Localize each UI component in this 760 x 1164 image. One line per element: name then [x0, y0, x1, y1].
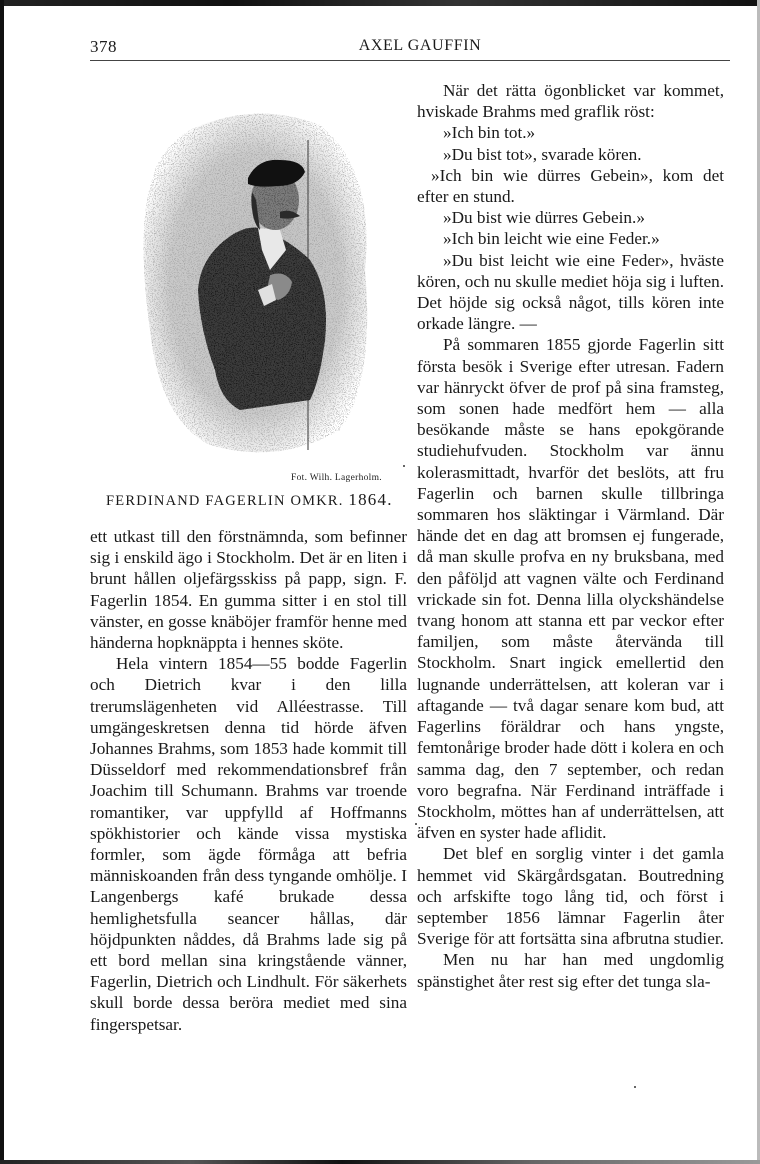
right-text-column — [417, 80, 724, 992]
figure-caption-year: 1864. — [348, 490, 393, 509]
paragraph: Det blef en sorglig vinter i det gamla hemmet vid Skärgårdsgatan. Boutredning och arfskifte togo lång tid, och först i september 1856 lämnar Fagerlin åter Sverige för att fortsätta sina afbrutna studier. — [417, 844, 724, 949]
dialogue-line: »Ich bin wie dürres Gebein», kom det efter en stund. — [417, 165, 724, 207]
paragraph: Hela vintern 1854—55 bodde Fagerlin och Dietrich kvar i den lilla trerumslägenheten vid Alléestrasse. Till umgängeskretsen denna tid hörde äfven Johannes Brahms, som 1853 hade kommit till Düsseldorf med rekommendationsbref från Joachim till Schumann. Brahms var troende romantiker, var uppfylld af Hoffmanns spökhistorier och kände vissa mystiska formler, som ägde förmåga att befria människoanden från dess tyngande omhölje. I Langenbergs kafé brukade dessa hemlighetsfulla seancer hållas, där höjdpunkten nåddes, då Brahms lade sig på ett bord mellan sina kringstående vänner, Fagerlin, Dietrich och Lindhult. För säkerhets skull borde dessa beröra mediet med sina fingerspetsar. — [90, 654, 407, 1034]
dialogue-line: »Du bist tot», svarade kören. — [443, 144, 642, 164]
dialogue-line: »Ich bin tot.» — [443, 123, 536, 143]
scan-border-left — [0, 0, 4, 1164]
figure-caption-text: FERDINAND FAGERLIN OMKR. — [106, 493, 344, 509]
scan-border-bottom — [0, 1160, 760, 1164]
paragraph: När det rätta ögonblicket var kommet, hviskade Brahms med graflik röst: — [417, 81, 724, 122]
portrait-figure — [100, 100, 400, 520]
page-number: 378 — [90, 37, 117, 56]
scan-speck — [403, 465, 405, 467]
running-title: AXEL GAUFFIN — [358, 37, 482, 54]
scan-speck — [634, 1086, 636, 1088]
figure-caption — [106, 490, 393, 510]
dialogue-line: »Ich bin leicht wie eine Feder.» — [443, 229, 660, 249]
left-text-column — [90, 526, 407, 1035]
scan-border-top — [0, 0, 760, 6]
paragraph: »Du bist leicht wie eine Feder», hväste kören, och nu skulle mediet höja sig i luften. Det höjde sig också något, tills kören inte orkade längre. — — [417, 250, 724, 334]
photo-credit: Fot. Wilh. Lagerholm. — [291, 473, 382, 483]
paragraph: ett utkast till den förstnämnda, som befinner sig i enskild ägo i Stockholm. Det är en liten i brunt hållen oljefärgsskiss på papp, sign. F. Fagerlin 1854. En gumma sitter i en stol till vänster, en gosse knäböjer framför henne med händerna hopknäppta i hennes sköte. — [90, 527, 407, 653]
dialogue-line: »Du bist wie dürres Gebein.» — [443, 208, 645, 228]
running-head — [90, 34, 730, 61]
portrait-photo — [130, 100, 380, 465]
paragraph: På sommaren 1855 gjorde Fagerlin sitt första besök i Sverige efter utresan. Fadern var hänryckt öfver de prof på sina framsteg, som sonen hade medfört hem — alla besökande måste se hans epokgörande studiehufvuden. Stockholm var ännu kolerasmittadt, hvarför det beslöts, att fru Fagerlin och barnen skulle tillbringa sommaren hos släktingar i Värmland. Där hände det en dag att bromsen ej fungerade, då man skulle profva en ny bruksbana, med den påföljd att vagnen välte och Ferdinand vrickade sin fot. Denna lilla olyckshändelse tvang honom att stanna ett par veckor efter familjen, som måste återvända till Stockholm. Snart ingick emellertid den lugnande underrättelsen, att koleran var i aftagande — två dagar senare kom bud, att Fagerlins föräldrar och hans yngste, femtonårige broder hade dött i kolera en och samma dag, den 7 september, och redan voro begrafna. När Ferdinand inträffade i Stockholm, möttes han af underrättelsen, att äfven en syster hade aflidit. — [417, 335, 724, 843]
scan-speck — [415, 823, 417, 825]
paragraph: Men nu har han med ungdomlig spänstighet åter rest sig efter det tunga sla- — [417, 950, 724, 991]
